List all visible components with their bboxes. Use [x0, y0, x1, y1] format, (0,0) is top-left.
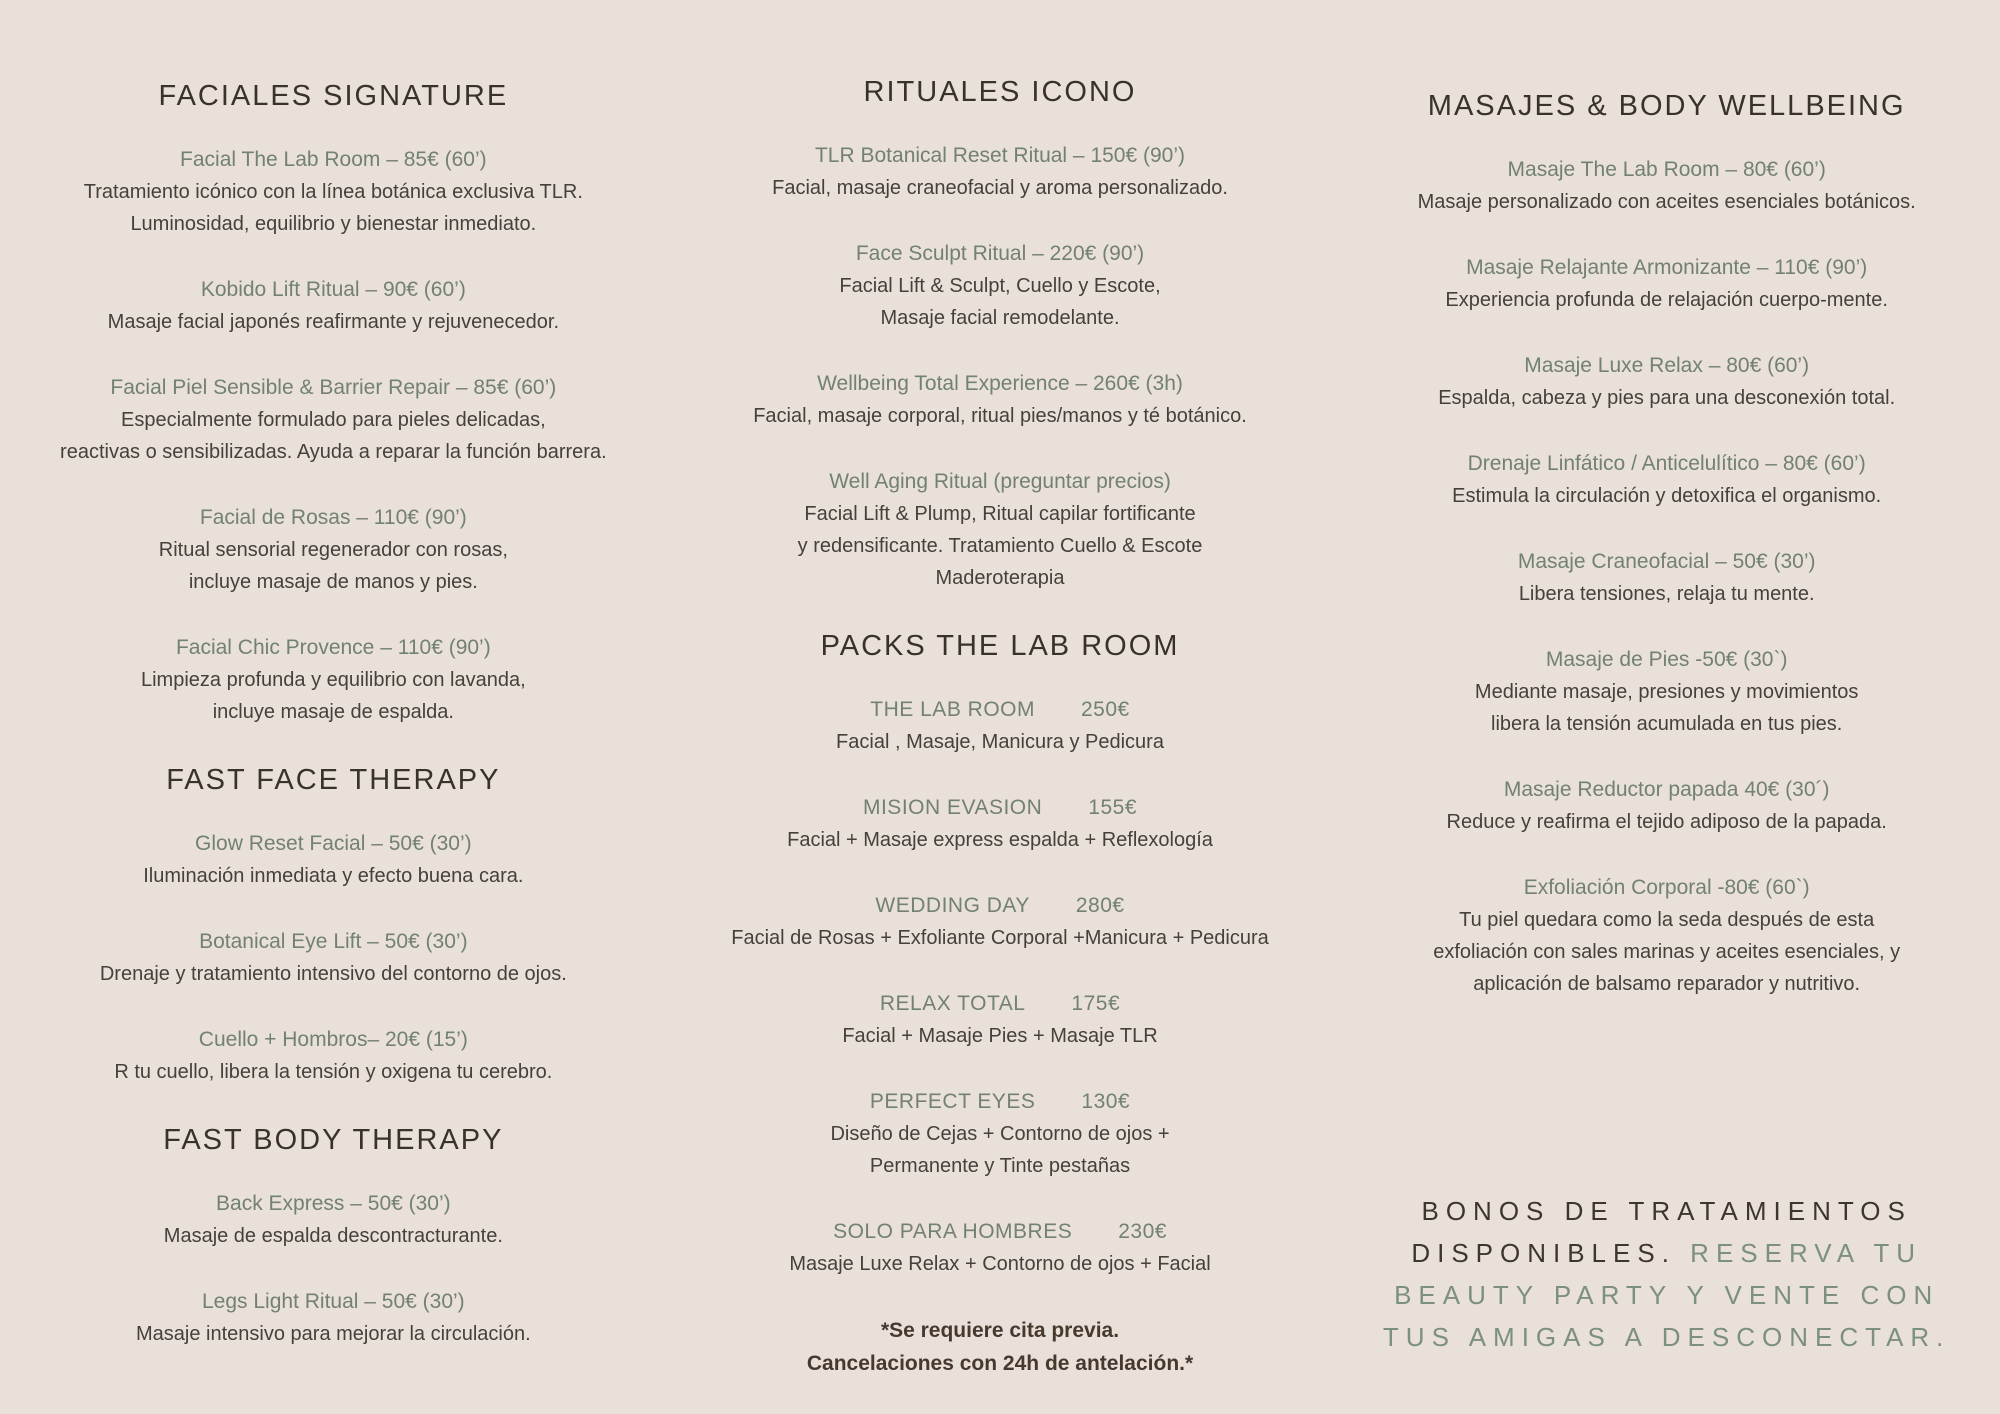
menu-item [14, 1188, 653, 1252]
menu-item [14, 1286, 653, 1350]
section-fast-body-therapy [14, 1122, 653, 1350]
bonos-green-text: RESERVA TU BEAUTY PARTY Y VENTE CON TUS AMIGAS A DESCONECTAR. [1382, 1238, 1951, 1352]
pack-item [681, 1086, 1320, 1182]
item-desc-line: Facial, masaje corporal, ritual pies/manos y té botánico. [753, 405, 1247, 427]
pack-price: 280€ [1075, 894, 1125, 917]
item-title: Masaje Relajante Armonizante – 110€ (90’) [1466, 256, 1868, 279]
item-title: Drenaje Linfático / Anticelulítico – 80€ (60’) [1467, 452, 1866, 475]
menu-item [14, 828, 653, 892]
section-fast-face-therapy [14, 762, 653, 1088]
item-desc-line: incluye masaje de manos y pies. [188, 571, 478, 593]
item-title: Masaje Craneofacial – 50€ (30’) [1517, 550, 1816, 573]
pack-item [681, 890, 1320, 954]
pack-price: 250€ [1081, 698, 1130, 721]
pack-item [681, 792, 1320, 856]
item-desc-line: Diseño de Cejas + Contorno de ojos + [830, 1123, 1170, 1145]
item-desc-line: Masaje Luxe Relax + Contorno de ojos + Facial [789, 1253, 1211, 1275]
item-desc-line: Espalda, cabeza y pies para una desconexión total. [1438, 387, 1896, 409]
item-title: Face Sculpt Ritual – 220€ (90’) [855, 242, 1145, 265]
pack-name: SOLO PARA HOMBRES [833, 1220, 1073, 1243]
pack-price: 175€ [1071, 992, 1121, 1015]
item-desc-line: Facial Lift & Plump, Ritual capilar fortificante [804, 503, 1196, 525]
column-masajes [1333, 0, 2000, 1414]
item-desc-line: Masaje intensivo para mejorar la circulación. [136, 1323, 531, 1345]
item-title: Facial The Lab Room – 85€ (60’) [180, 148, 487, 171]
item-title: TLR Botanical Reset Ritual – 150€ (90’) [814, 144, 1186, 167]
menu-item [1347, 448, 1986, 512]
item-title: Facial Chic Provence – 110€ (90’) [175, 636, 491, 659]
section-heading: FACIALES SIGNATURE [158, 80, 509, 112]
menu-item [14, 1024, 653, 1088]
pack-name: PERFECT EYES [869, 1090, 1036, 1113]
item-desc-line: Drenaje y tratamiento intensivo del contorno de ojos. [99, 963, 567, 985]
item-desc-line: aplicación de balsamo reparador y nutritivo. [1473, 973, 1861, 995]
item-desc-line: Facial Lift & Sculpt, Cuello y Escote, [839, 275, 1161, 297]
item-desc-line: Iluminación inmediata y efecto buena cara. [143, 865, 524, 887]
item-desc-line: exfoliación con sales marinas y aceites esenciales, y [1433, 941, 1901, 963]
item-desc-line: Masaje de espalda descontracturante. [163, 1225, 503, 1247]
menu-item [681, 368, 1320, 432]
item-desc-line: Facial , Masaje, Manicura y Pedicura [836, 731, 1164, 753]
pack-price: 230€ [1118, 1220, 1167, 1243]
menu-item [14, 926, 653, 990]
menu-item [14, 144, 653, 240]
item-title: Cuello + Hombros– 20€ (15’) [198, 1028, 468, 1051]
menu-item [1347, 154, 1986, 218]
section-heading: RITUALES ICONO [863, 76, 1137, 108]
item-title: Masaje The Lab Room – 80€ (60’) [1507, 158, 1826, 181]
item-title: Masaje Luxe Relax – 80€ (60’) [1524, 354, 1810, 377]
item-desc-line: Tu piel quedara como la seda después de esta [1459, 909, 1875, 931]
pack-name: MISION EVASION [862, 796, 1043, 819]
pack-item [681, 1216, 1320, 1280]
item-desc-line: libera la tensión acumulada en tus pies. [1491, 713, 1843, 735]
pack-title [681, 988, 1320, 1020]
section-heading: PACKS THE LAB ROOM [820, 630, 1180, 662]
pack-title [681, 792, 1320, 824]
item-desc-line: Reduce y reafirma el tejido adiposo de la papada. [1446, 811, 1887, 833]
menu-item [1347, 644, 1986, 740]
item-desc-line: R tu cuello, libera la tensión y oxigena tu cerebro. [114, 1061, 553, 1083]
item-desc-line: Masaje facial remodelante. [880, 307, 1120, 329]
section-heading: MASAJES & BODY WELLBEING [1427, 90, 1906, 122]
item-title: Wellbeing Total Experience – 260€ (3h) [817, 372, 1183, 395]
item-desc-line: Masaje facial japonés reafirmante y rejuvenecedor. [107, 311, 560, 333]
section-masajes-body-wellbeing [1347, 88, 1986, 1000]
menu-item [14, 372, 653, 468]
item-desc-line: Masaje personalizado con aceites esenciales botánicos. [1417, 191, 1916, 213]
item-title: Masaje de Pies -50€ (30`) [1545, 648, 1788, 671]
pack-title [681, 1086, 1320, 1118]
item-desc-line: Libera tensiones, relaja tu mente. [1518, 583, 1815, 605]
item-title: Kobido Lift Ritual – 90€ (60’) [200, 278, 466, 301]
pack-title [681, 890, 1320, 922]
menu-item [1347, 350, 1986, 414]
note-line: *Se requiere cita previa. [880, 1319, 1120, 1342]
menu-item [14, 274, 653, 338]
item-title: Facial Piel Sensible & Barrier Repair – 85€ (60’) [110, 376, 557, 399]
bonos-dark-text: BONOS DE TRATAMIENTOS DISPONIBLES. [1411, 1196, 1912, 1268]
pack-name: THE LAB ROOM [870, 698, 1035, 721]
pack-title [681, 694, 1320, 726]
item-title: Legs Light Ritual – 50€ (30’) [202, 1290, 465, 1313]
item-desc-line: Facial de Rosas + Exfoliante Corporal +Manicura + Pedicura [731, 927, 1269, 949]
item-desc-line: Limpieza profunda y equilibrio con lavanda, [140, 669, 526, 691]
menu-item [681, 238, 1320, 334]
menu-item [681, 140, 1320, 204]
column-rituales-packs [667, 0, 1334, 1414]
item-title: Back Express – 50€ (30’) [216, 1192, 451, 1215]
menu-item [14, 632, 653, 728]
menu-item [1347, 546, 1986, 610]
pack-name: WEDDING DAY [875, 894, 1030, 917]
item-desc-line: Luminosidad, equilibrio y bienestar inmediato. [130, 213, 537, 235]
item-desc-line: reactivas o sensibilizadas. Ayuda a reparar la función barrera. [60, 441, 607, 463]
item-title: Exfoliación Corporal -80€ (60`) [1523, 876, 1810, 899]
pack-name: RELAX TOTAL [879, 992, 1026, 1015]
menu-item [681, 466, 1320, 594]
menu-item [1347, 252, 1986, 316]
column-faciales [0, 0, 667, 1414]
bonos-promo-text [1367, 1190, 1967, 1358]
item-desc-line: Experiencia profunda de relajación cuerpo-mente. [1445, 289, 1888, 311]
item-desc-line: Maderoterapia [935, 567, 1065, 589]
menu-item [14, 502, 653, 598]
item-desc-line: Especialmente formulado para pieles delicadas, [120, 409, 546, 431]
item-desc-line: Facial, masaje craneofacial y aroma personalizado. [772, 177, 1228, 199]
item-title: Well Aging Ritual (preguntar precios) [829, 470, 1171, 493]
section-heading: FAST FACE THERAPY [166, 764, 501, 796]
section-faciales-signature [14, 78, 653, 728]
item-desc-line: Permanente y Tinte pestañas [869, 1155, 1131, 1177]
item-desc-line: y redensificante. Tratamiento Cuello & Escote [797, 535, 1203, 557]
pack-title [681, 1216, 1320, 1248]
item-title: Masaje Reductor papada 40€ (30´) [1503, 778, 1830, 801]
item-title: Glow Reset Facial – 50€ (30’) [195, 832, 472, 855]
item-desc-line: Mediante masaje, presiones y movimientos [1474, 681, 1859, 703]
pack-price: 130€ [1081, 1090, 1131, 1113]
section-heading: FAST BODY THERAPY [163, 1124, 504, 1156]
item-title: Facial de Rosas – 110€ (90’) [199, 506, 467, 529]
pack-item [681, 988, 1320, 1052]
item-desc-line: Tratamiento icónico con la línea botánica exclusiva TLR. [83, 181, 583, 203]
item-desc-line: Facial + Masaje express espalda + Reflexología [787, 829, 1213, 851]
menu-item [1347, 872, 1986, 1000]
item-desc-line: incluye masaje de espalda. [212, 701, 454, 723]
item-desc-line: Ritual sensorial regenerador con rosas, [158, 539, 508, 561]
section-packs-the-lab-room [681, 628, 1320, 1280]
section-rituales-icono [681, 74, 1320, 594]
item-desc-line: Facial + Masaje Pies + Masaje TLR [842, 1025, 1158, 1047]
note-line: Cancelaciones con 24h de antelación.* [806, 1352, 1194, 1375]
item-desc-line: Estimula la circulación y detoxifica el organismo. [1452, 485, 1882, 507]
pack-price: 155€ [1088, 796, 1138, 819]
menu-item [1347, 774, 1986, 838]
pack-item [681, 694, 1320, 758]
appointment-note [681, 1314, 1320, 1380]
item-title: Botanical Eye Lift – 50€ (30’) [199, 930, 468, 953]
